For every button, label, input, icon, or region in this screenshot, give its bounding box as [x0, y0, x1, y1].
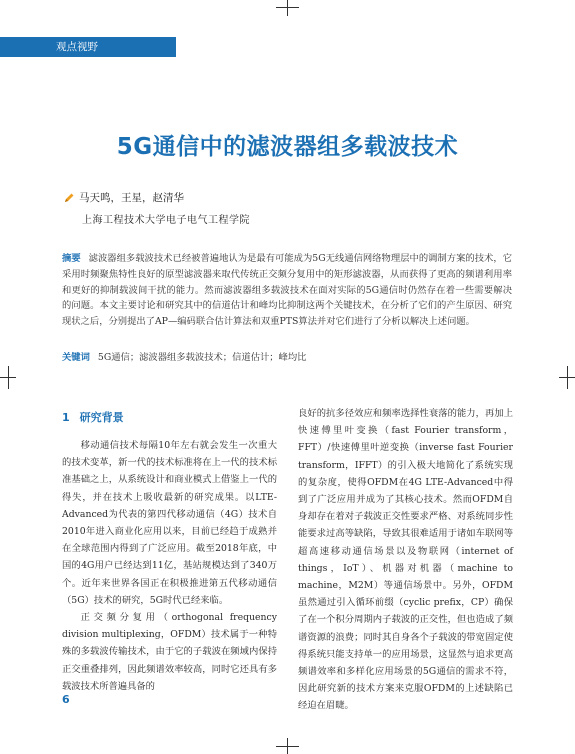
affiliation: 上海工程技术大学电子电气工程学院 — [82, 215, 250, 226]
crop-mark-icon — [276, 7, 299, 8]
authors-line — [63, 190, 184, 205]
abstract-label: 摘要 — [62, 253, 81, 264]
paper-title: 5G通信中的滤波器组多载波技术 — [116, 134, 459, 160]
column-tag: 观点视野 — [0, 37, 176, 57]
body-paragraph: 正交频分复用（orthogonal frequency division multiplexing，OFDM）技术属于一种特殊的多载波传输技术，由于它的子载波在频域内保持正交重叠排列，因此频谱效率较高，同时它还具有多载波技术所普遍具备的 — [62, 612, 277, 692]
left-column — [62, 405, 277, 695]
pen-icon — [63, 192, 75, 204]
abstract-text: 滤波器组多载波技术已经被普遍地认为是最有可能成为5G无线通信网络物理层中的调制方案的技术，它采用时频聚焦特性良好的原型滤波器来取代传统正交频分复用中的矩形滤波器，从而获得了更高的频谱利用率和更好的抑制载波间干扰的能力。然而滤波器组多载波技术在面对实际的5G通信时仍然存在着一些需要解决的问题。本文主要讨论和研究其中的信道估计和峰均比抑制这两个关键技术，在分析了它们的产生原因、研究现状之后，分别提出了AP—编码联合估计算法和双重PTS算法并对它们进行了分析以解决上述问题。 — [62, 253, 512, 328]
section-heading — [62, 410, 277, 426]
page-number: 6 — [62, 693, 70, 706]
keywords — [62, 349, 306, 363]
body-paragraph: 移动通信技术每隔10年左右就会发生一次重大的技术变革，新一代的技术标准将在上一代的技术标准基础之上，从系统设计和商业模式上借鉴上一代的得失，并在技术上吸收最新的研究成果。以LTE-Advanced为代表的第四代移动通信（4G）技术自2010年进入商业化应用以来，目前已经趋于成熟并在全球范围内得到了广泛应用。截至2018年底，中国的4G用户已经达到11亿，基站规模达到了340万个。近年来世界各国正在积极推进第五代移动通信（5G）技术的研究，5G时代已经来临。 — [62, 440, 277, 606]
keywords-text: 5G通信；滤波器组多载波技术；信道估计；峰均比 — [97, 352, 307, 363]
abstract — [62, 251, 512, 330]
authors: 马天鸣，王星，赵清华 — [79, 192, 184, 204]
crop-mark-icon — [8, 366, 9, 389]
crop-mark-icon — [287, 0, 288, 16]
crop-mark-icon — [567, 366, 568, 389]
keywords-label: 关键词 — [62, 352, 90, 363]
body-paragraph: 良好的抗多径效应和频率选择性衰落的能力，再加上快速傅里叶变换（fast Fourier transform，FFT）/快速傅里叶逆变换（inverse fast Fourier transform，IFFT）的引入极大地简化了系统实现的复杂度，使得OFDM在4G LTE-Advanced中得到了广泛应用并成为了其核心技术。然而OFDM自身却存在着对子载波正交性要求严格、对系统同步性能要求过高等缺陷，导致其很难适用于诸如车联网等超高速移动通信场景以及物联网（internet of things，IoT）、机器对机器（machine to machine，M2M）等通信场景中。另外，OFDM虽然通过引入循环前缀（cyclic prefix，CP）确保了在一个积分周期内子载波的正交性，但也造成了频谱资源的浪费；同时其自身各个子载波的带宽固定使得系统只能支持单一的应用场景，这显然与追求更高频谱效率和多样化应用场景的5G通信的需求不符，因此研究新的技术方案来克服OFDM的上述缺陷已经迫在眉睫。 — [298, 408, 513, 712]
section-number: 1 — [62, 411, 70, 424]
crop-mark-icon — [276, 746, 299, 747]
right-column — [298, 405, 513, 715]
section-title: 研究背景 — [79, 411, 124, 424]
